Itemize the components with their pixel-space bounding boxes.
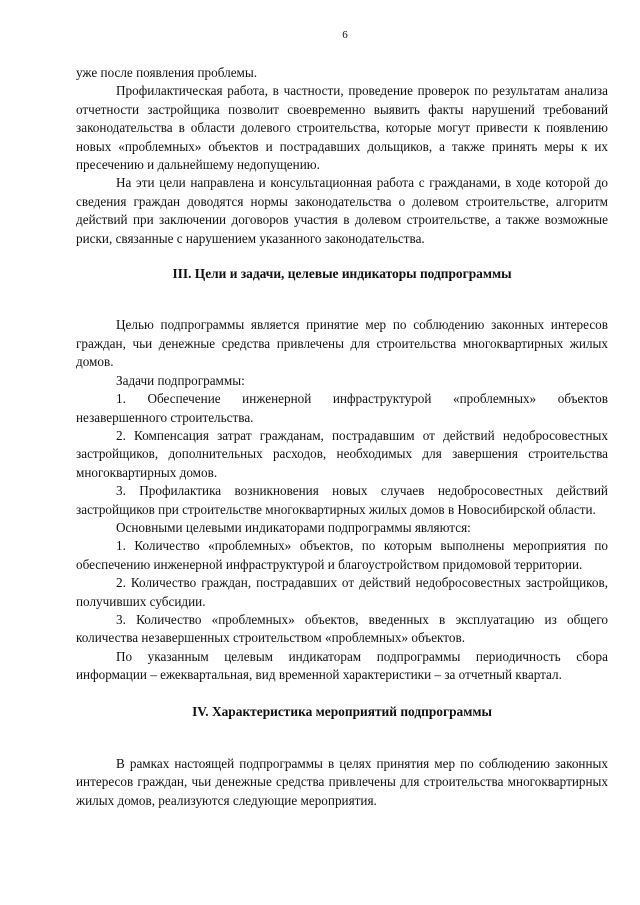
paragraph: Задачи подпрограммы:	[116, 372, 245, 388]
paragraph: На эти цели направлена и консультационная работа с гражданами, в ходе которой до сведения граждан доводятся нормы законодательства о долевом строительстве, алгоритм действий при заключении договоров участия в долевом строительстве, а также возможные риски, связанные с нарушением указанного законодательства.	[76, 175, 608, 246]
paragraph: уже после появления проблемы.	[76, 65, 258, 80]
list-item: 2. Количество граждан, пострадавших от действий недобросовестных застройщиков, получивших субсидии.	[76, 575, 608, 609]
section-heading-activities: IV. Характеристика мероприятий подпрограммы	[192, 703, 492, 719]
document-page	[76, 28, 608, 810]
section-heading-goals: III. Цели и задачи, целевые индикаторы подпрограммы	[172, 266, 512, 282]
paragraph: Профилактическая работа, в частности, проведение проверок по результатам анализа отчетности застройщика позволит своевременно выявить факты нарушений требований законодательства в области долевого строительства, которые могут привести к появлению новых «проблемных» объектов и пострадавших дольщиков, а также принять меры к их пресечению и дальнейшему недопущению.	[76, 83, 608, 173]
list-item: 1. Количество «проблемных» объектов, по которым выполнены мероприятия по обеспечению инженерной инфраструктурой и благоустройством придомовой территории.	[76, 538, 608, 572]
paragraph: В рамках настоящей подпрограммы в целях принятия мер по соблюдению законных интересов граждан, чьи денежные средства привлечены для строительства многоквартирных жилых домов, реализуются следующие мероприятия.	[76, 756, 608, 808]
list-item: 2. Компенсация затрат гражданам, пострадавшим от действий недобросовестных застройщиков, дополнительных расходов, необходимых для завершения строительства многоквартирных домов.	[76, 427, 608, 480]
list-item: 1. Обеспечение инженерной инфраструктурой «проблемных» объектов незавершенного строительства.	[76, 391, 608, 425]
paragraph: Целью подпрограммы является принятие мер по соблюдению законных интересов граждан, чьи денежные средства привлечены для строительства многоквартирных жилых домов.	[76, 317, 608, 370]
list-item: 3. Количество «проблемных» объектов, введенных в эксплуатацию из общего количества незавершенных строительством «проблемных» объектов.	[76, 611, 608, 646]
list-item: 3. Профилактика возникновения новых случаев недобросовестных действий застройщиков при строительстве многоквартирных жилых домов в Новосибирской области.	[76, 483, 608, 517]
paragraph: По указанным целевым индикаторам подпрограммы периодичность сбора информации – ежеквартальная, вид временной характеристики – за отчетный квартал.	[76, 648, 608, 683]
page-number: 6	[342, 29, 348, 41]
paragraph: Основными целевыми индикаторами подпрограммы являются:	[116, 519, 471, 535]
